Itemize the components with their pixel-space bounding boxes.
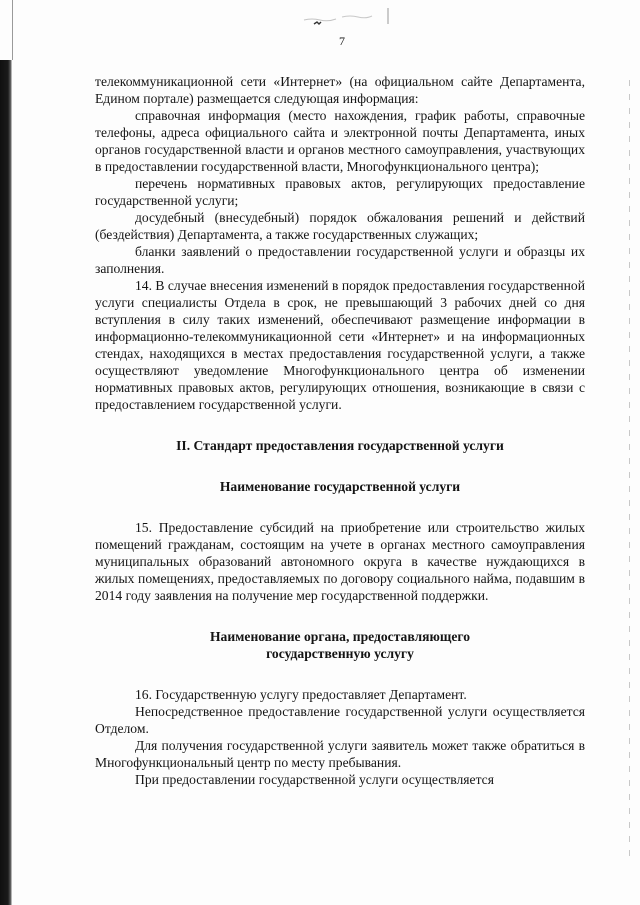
paragraph-internet-info: телекоммуникационной сети «Интернет» (на официальном сайте Департамента, Едином портале) размещается следующая информация: [95,74,585,106]
page-number: 7 [339,34,345,48]
paragraph-16-continued: При предоставлении государственной услуги осуществляется [135,772,494,787]
document-body [95,73,585,788]
paragraph-14: 14. В случае внесения изменений в порядок предоставления государственной услуги специалисты Отдела в срок, не превышающий 3 рабочих дней со дня вступления в силу таких изменений, обеспечивают размещение информации в информационно-телекоммуникационной сети «Интернет» и на информационных стендах, находящихся в местах предоставления государственной услуги, а также осуществляют уведомление Многофункционального центра об изменении нормативных правовых актов, регулирующих отношения, возникающие в связи с предоставлением государственной услуги. [95,278,585,412]
paragraph-reference-info: справочная информация (место нахождения, график работы, справочные телефоны, адреса официального сайта и электронной почты Департамента, иных органов государственной власти и органов местного самоуправления, участвующих в предоставлении государственной власти, Многофункционального центра); [95,108,585,174]
paragraph-application-forms: бланки заявлений о предоставлении государственной услуги и образцы их заполнения. [95,244,585,276]
paragraph-16: 16. Государственную услугу предоставляет Департамент. [135,687,467,702]
paragraph-16-mfc: Для получения государственной услуги заявитель может также обратиться в Многофункциональный центр по месту пребывания. [95,738,585,770]
paragraph-15: 15. Предоставление субсидий на приобретение или строительство жилых помещений гражданам, состоящим на учете в органах местного самоуправления муниципальных образований автономного округа в качестве нуждающихся в жилых помещениях, предоставляемых по договору социального найма, подавшим в 2014 году заявления на получение мер государственной поддержки. [95,520,585,603]
paragraph-16-direct: Непосредственное предоставление государственной услуги осуществляется Отделом. [95,704,585,736]
section-heading-standard: II. Стандарт предоставления государственной услуги [176,438,504,453]
scan-top-line [12,0,13,60]
scan-left-edge [0,60,12,905]
scan-smudge-mark [302,8,392,26]
paragraph-appeal-procedure: досудебный (внесудебный) порядок обжалования решений и действий (бездействия) Департамента, а также государственных служащих; [95,210,585,242]
heading-organ-line-1: Наименование органа, предоставляющего [209,629,471,644]
heading-service-name: Наименование государственной услуги [219,479,461,494]
scan-right-line [629,80,630,860]
heading-organ-line-2: государственную услугу [266,646,414,661]
paragraph-legal-acts: перечень нормативных правовых актов, регулирующих предоставление государственной услуги; [95,176,585,208]
